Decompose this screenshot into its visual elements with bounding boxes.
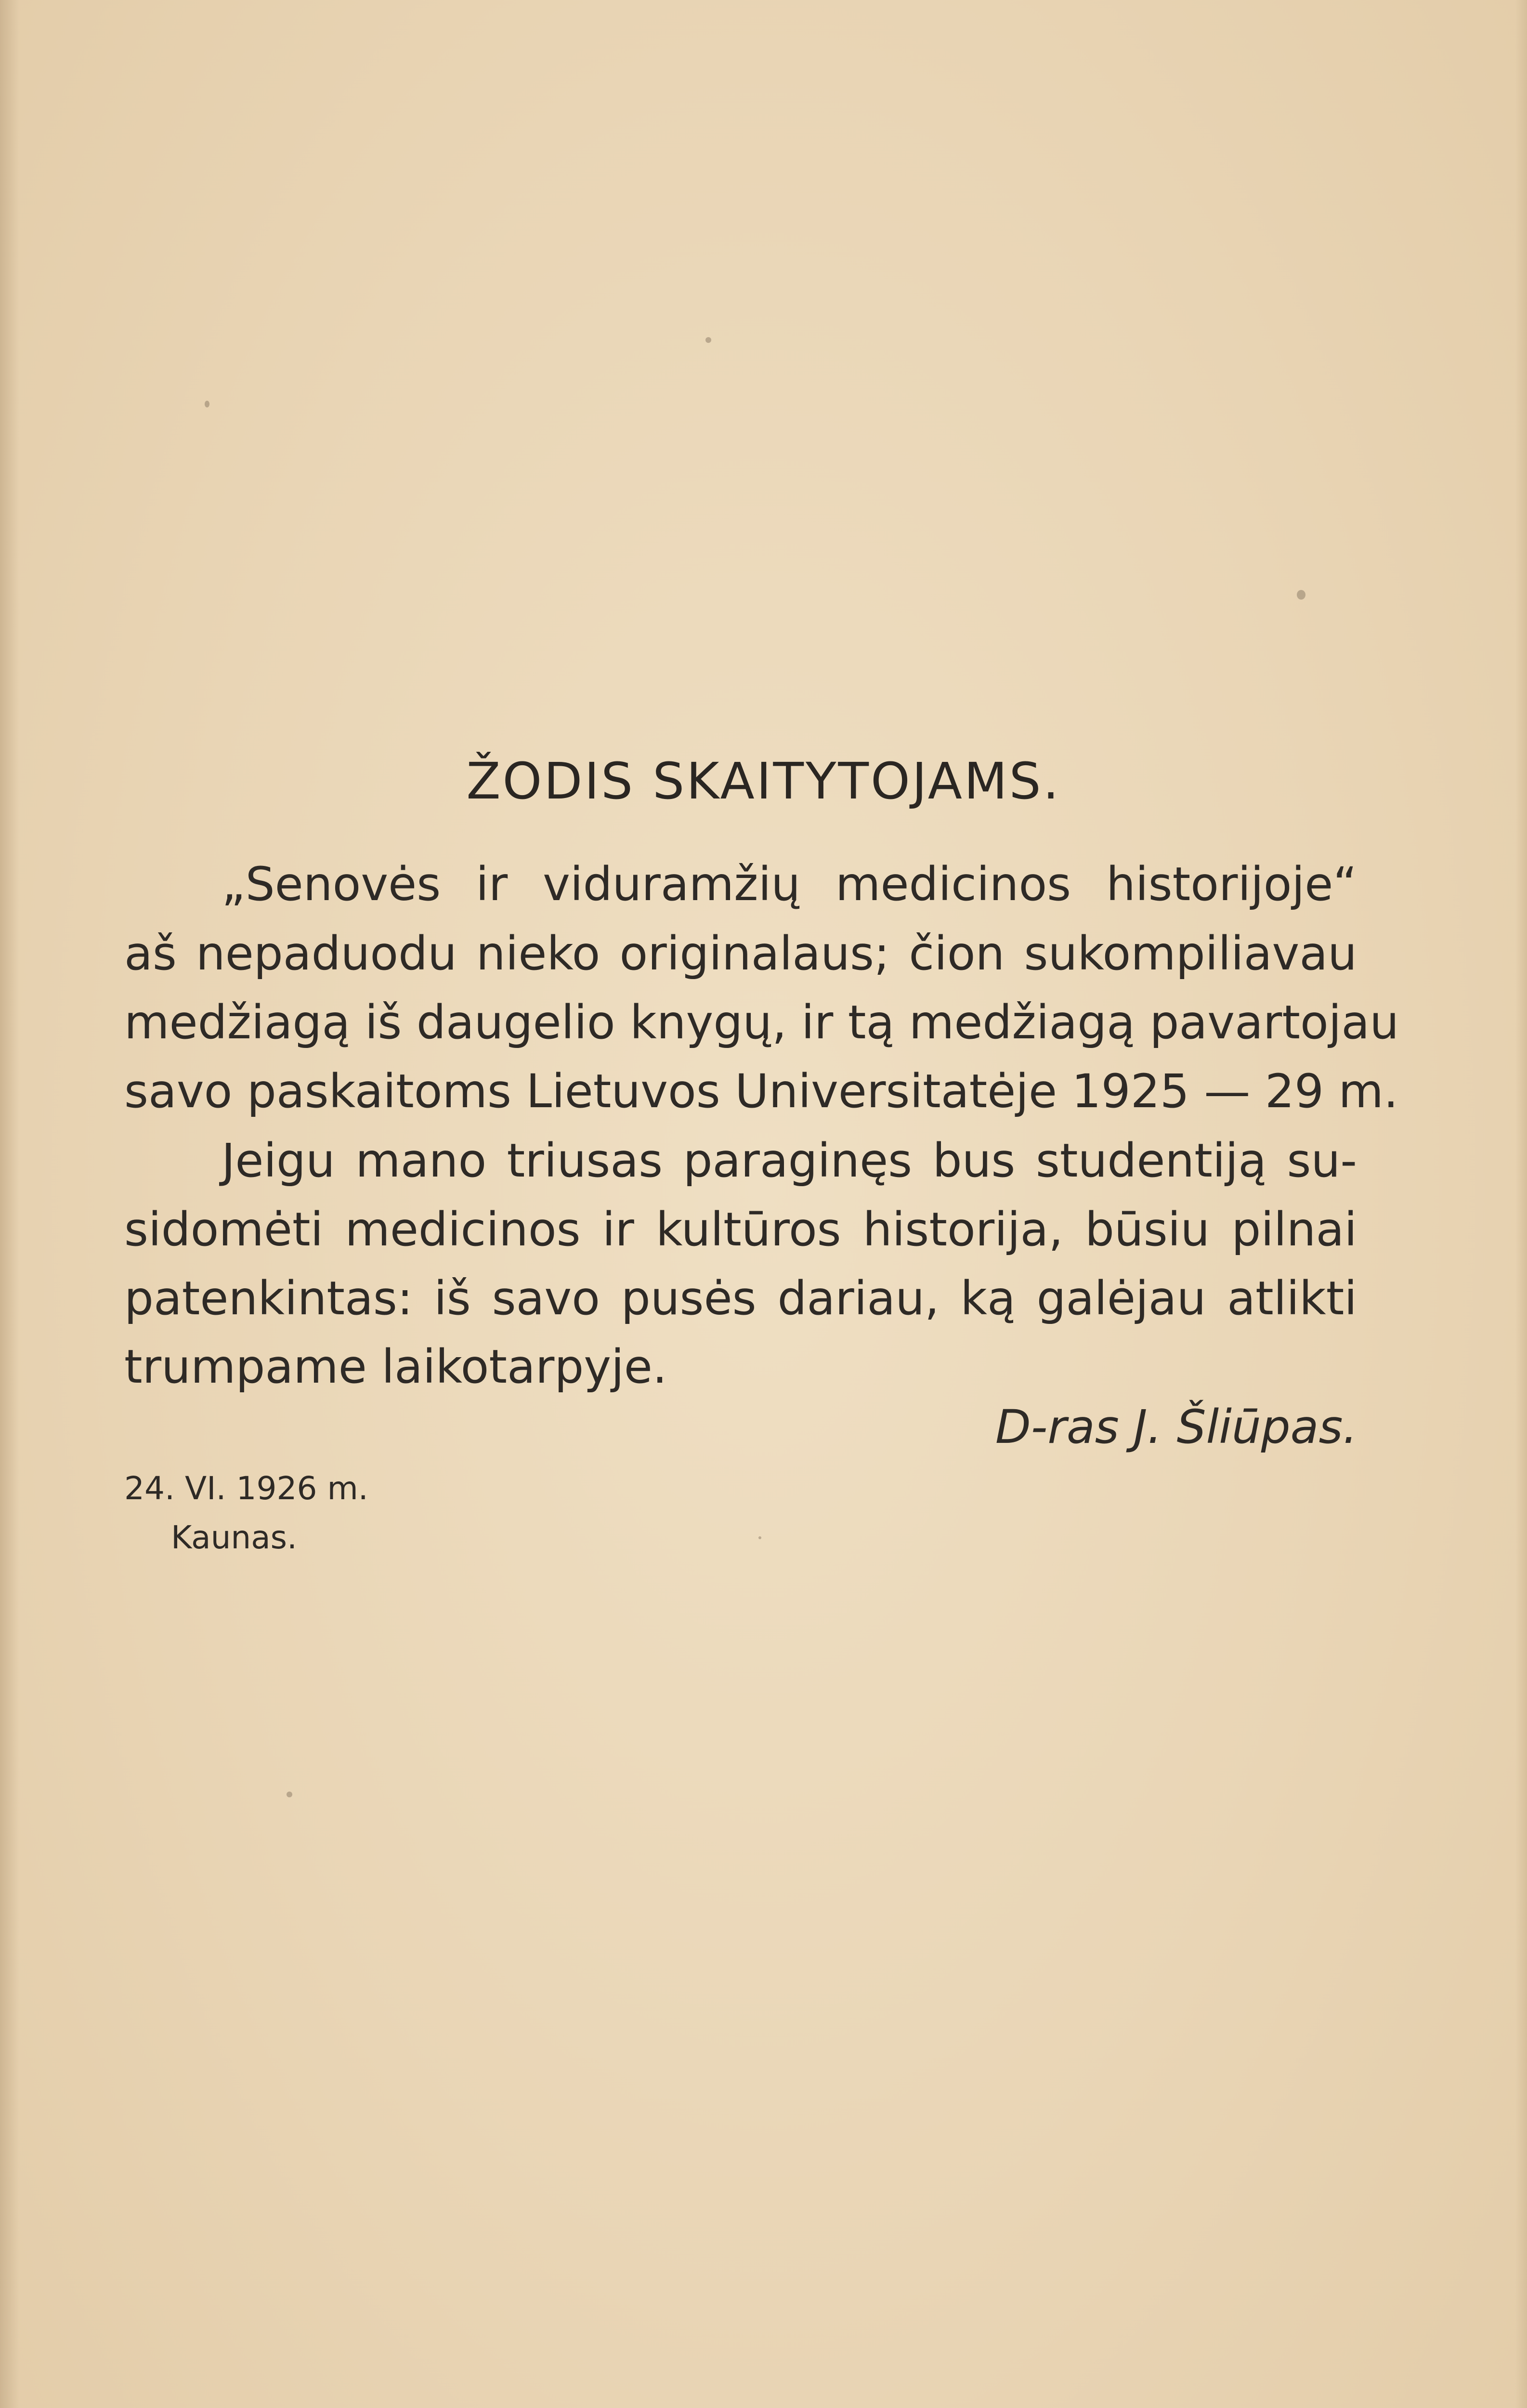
- paper-speck: [1297, 590, 1305, 600]
- paragraph-2-line: Jeigu mano triusas paraginęs bus studentiją su-: [222, 1134, 1357, 1188]
- paper-speck: [705, 337, 711, 343]
- paragraph-2-line: patenkintas: iš savo pusės dariau, ką galėjau atlikti: [124, 1271, 1357, 1325]
- author-signature: D-ras J. Šliūpas.: [995, 1400, 1357, 1454]
- paper-speck: [287, 1792, 292, 1797]
- paragraph-1-line: „Senovės ir viduramžių medicinos historijoje“: [222, 857, 1357, 911]
- paragraph-2-line: sidomėti medicinos ir kultūros historija, būsiu pilnai: [124, 1203, 1357, 1256]
- paragraph-1-line: savo paskaitoms Lietuvos Universitatėje 1925 — 29 m.: [124, 1064, 1398, 1118]
- page-right-edge-shadow: [1515, 0, 1527, 2408]
- date-line: 24. VI. 1926 m.: [124, 1470, 368, 1507]
- paragraph-1-line: aš nepaduodu nieko originalaus; čion sukompiliavau: [124, 927, 1357, 981]
- page-left-edge-shadow: [0, 0, 19, 2408]
- paper-speck: [205, 401, 209, 407]
- place-line: Kaunas.: [171, 1519, 298, 1556]
- paper-speck: [758, 1536, 761, 1539]
- paragraph-1-line: medžiagą iš daugelio knygų, ir tą medžiagą pavartojau: [124, 995, 1399, 1049]
- paragraph-2-line: trumpame laikotarpyje.: [124, 1340, 667, 1394]
- page-title: ŽODIS SKAITYTOJAMS.: [466, 752, 1061, 811]
